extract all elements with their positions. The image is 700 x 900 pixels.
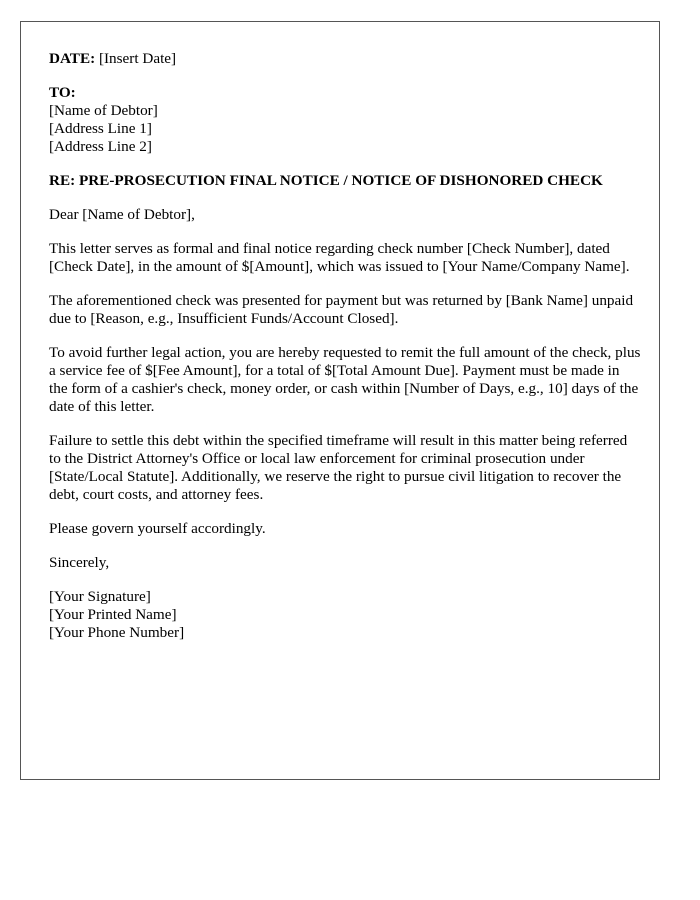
signature-block	[49, 588, 641, 642]
paragraph-returned-check: The aforementioned check was presented for payment but was returned by [Bank Name] unpaid due to [Reason, e.g., Insufficient Funds/Account Closed].	[49, 292, 634, 327]
date-label: DATE:	[49, 50, 96, 67]
recipient-address-line-2: [Address Line 2]	[49, 138, 152, 155]
salutation: Dear [Name of Debtor],	[49, 206, 195, 223]
signature-placeholder: [Your Signature]	[49, 588, 151, 605]
to-label: TO:	[49, 84, 76, 101]
paragraph-consequences: Failure to settle this debt within the specified timeframe will result in this matter being referred to the District Attorney's Office or local law enforcement for criminal prosecution under [State/Local Statute]. Additionally, we reserve the right to pursue civil litigation to recover the debt, court costs, and attorney fees.	[49, 432, 628, 503]
printed-name: [Your Printed Name]	[49, 606, 177, 623]
subject-line: RE: PRE-PROSECUTION FINAL NOTICE / NOTICE OF DISHONORED CHECK	[49, 172, 603, 189]
recipient-address-line-1: [Address Line 1]	[49, 120, 152, 137]
date-line	[49, 50, 641, 68]
closing: Sincerely,	[49, 554, 110, 571]
phone-number: [Your Phone Number]	[49, 624, 185, 641]
recipient-block	[49, 84, 641, 156]
paragraph-payment-request: To avoid further legal action, you are hereby requested to remit the full amount of the check, plus a service fee of $[Fee Amount], for a total of $[Total Amount Due]. Payment must be made in the form of a cashier's check, money order, or cash within [Number of Days, e.g., 10] days of the date of this letter.	[49, 344, 641, 415]
paragraph-notice: This letter serves as formal and final notice regarding check number [Check Number], dated [Check Date], in the amount of $[Amount], which was issued to [Your Name/Company Name].	[49, 240, 630, 275]
letter-body	[49, 50, 641, 658]
letter-page	[20, 21, 660, 780]
date-value: [Insert Date]	[98, 50, 177, 67]
paragraph-closing-remark: Please govern yourself accordingly.	[49, 520, 266, 537]
recipient-name: [Name of Debtor]	[49, 102, 158, 119]
